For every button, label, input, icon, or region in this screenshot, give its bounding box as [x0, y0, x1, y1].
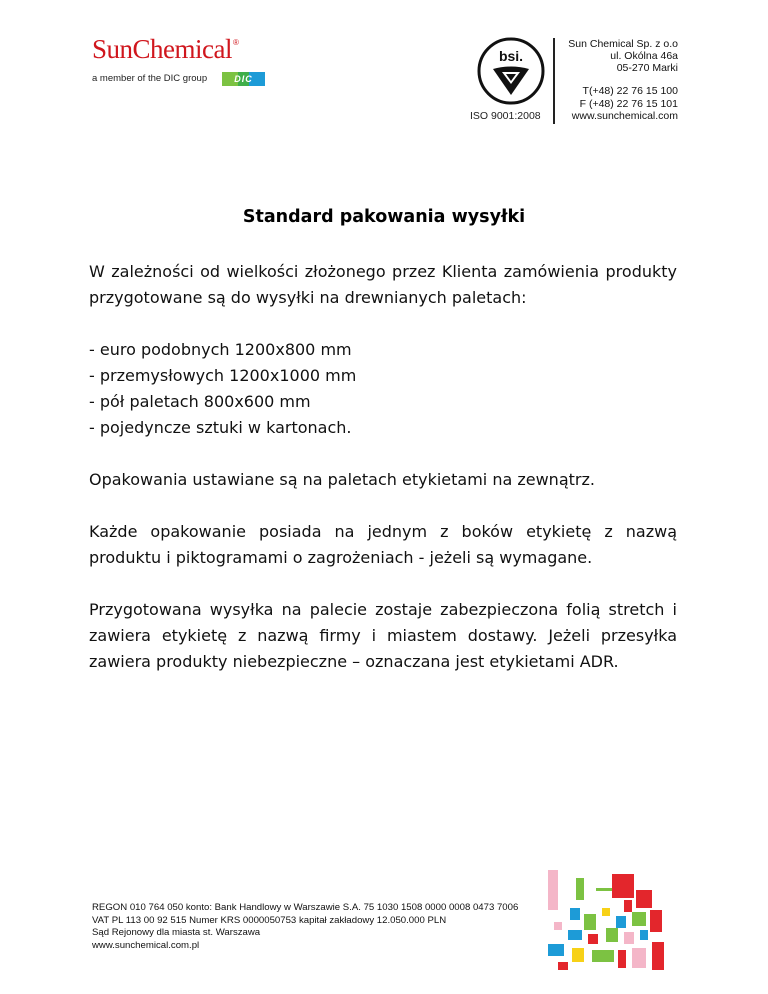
footer-line: VAT PL 113 00 92 515 Numer KRS 0000050753 kapitał zakładowy 12.050.000 PLN [92, 914, 447, 926]
registered-mark: ® [232, 38, 239, 47]
dic-logo [222, 72, 265, 86]
paragraph: Opakowania ustawiane są na paletach etykietami na zewnątrz. [89, 470, 595, 489]
decorative-mosaic [548, 868, 666, 972]
list-item: - euro podobnych 1200x800 mm [89, 340, 352, 359]
dic-logo-text: DIC [234, 74, 253, 84]
logo-text: SunChemical [92, 34, 232, 64]
document-body [89, 259, 677, 675]
document-title: Standard pakowania wysyłki [242, 207, 526, 227]
list-item: - przemysłowych 1200x1000 mm [89, 366, 357, 385]
paragraph: Każde opakowanie posiada na jednym z boków etykietę z nazwą produktu i piktogramami o zagrożeniach - jeżeli są wymagane. [89, 522, 677, 567]
sunchemical-logo [92, 34, 253, 84]
phone: T(+48) 22 76 15 100 [582, 85, 678, 97]
intro-paragraph: W zależności od wielkości złożonego przez Klienta zamówienia produkty przygotowane są do wysyłki na drewnianych paletach: [89, 262, 677, 307]
footer-line: REGON 010 764 050 konto: Bank Handlowy w Warszawie S.A. 75 1030 1508 0000 0008 0473 7006 [92, 902, 519, 913]
bsi-kitemark-icon [476, 36, 546, 106]
company-address [568, 38, 678, 74]
address-line: ul. Okólna 46a [610, 50, 678, 62]
footer-line: Sąd Rejonowy dla miasta st. Warszawa [92, 927, 261, 938]
header-divider [553, 38, 555, 124]
paragraph: Przygotowana wysyłka na palecie zostaje zabezpieczona folią stretch i zawiera etykietę z nazwą firmy i miastem dostawy. Jeżeli przesyłka zawiera produkty niebezpieczne – oznaczana jest etykietami ADR. [89, 600, 677, 671]
address-line: Sun Chemical Sp. z o.o [568, 38, 678, 50]
address-line: 05-270 Marki [616, 62, 678, 74]
iso-certification: ISO 9001:2008 [470, 110, 541, 122]
fax: F (+48) 22 76 15 101 [579, 97, 678, 110]
list-item: - pół paletach 800x600 mm [89, 392, 311, 411]
website: www.sunchemical.com [571, 110, 678, 122]
footer-line: www.sunchemical.com.pl [92, 939, 200, 951]
footer-company-info [92, 902, 518, 952]
list-item: - pojedyncze sztuki w kartonach. [89, 418, 352, 437]
company-contact [572, 85, 678, 123]
bsi-text: bsi. [498, 48, 524, 64]
logo-tagline: a member of the DIC group [92, 73, 208, 84]
